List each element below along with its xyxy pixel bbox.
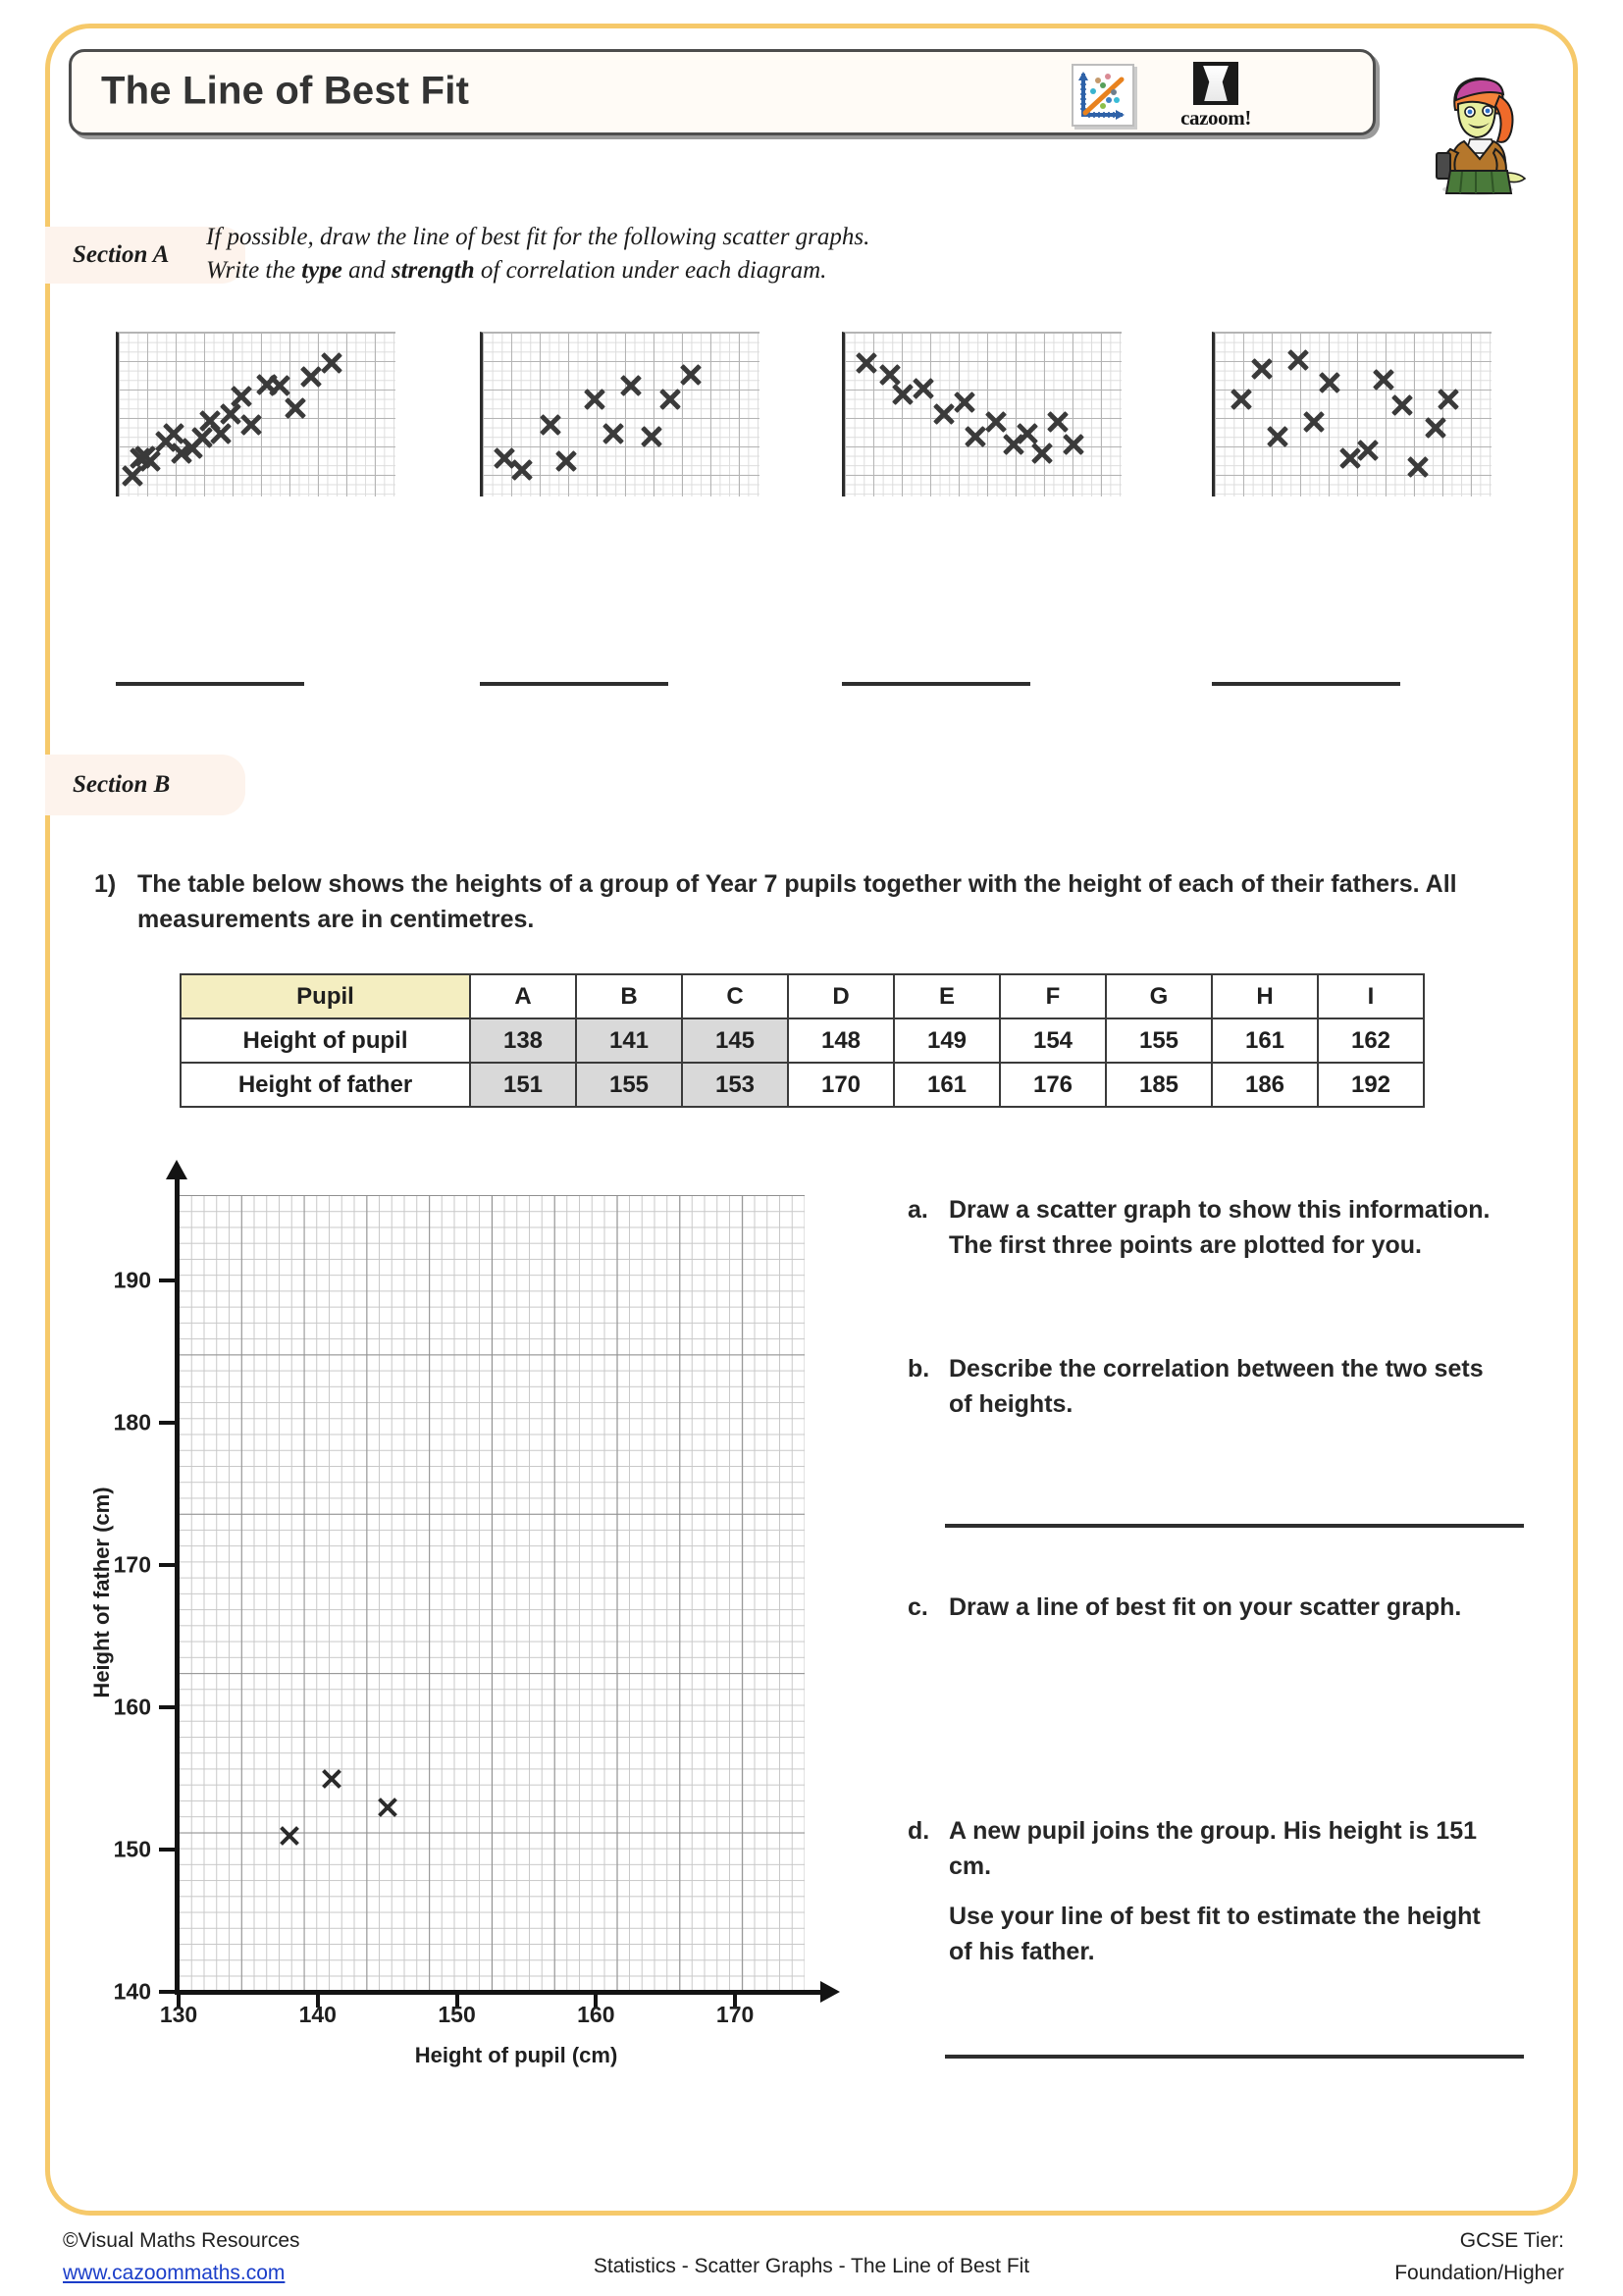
answer-line-graph-4[interactable]	[1212, 682, 1400, 686]
data-point-marker	[1229, 387, 1254, 412]
plotted-data-point	[376, 1796, 399, 1819]
table-cell: 153	[682, 1063, 788, 1107]
data-point-marker	[1249, 356, 1275, 382]
y-axis-line	[175, 1177, 180, 1994]
table-cell: 192	[1318, 1063, 1424, 1107]
table-cell: 145	[682, 1018, 788, 1063]
data-point-marker	[1423, 415, 1448, 441]
table-cell: 185	[1106, 1063, 1212, 1107]
worksheet-title-box	[69, 49, 1376, 135]
section-b-label: Section B	[45, 755, 245, 815]
tier-label: GCSE Tier:	[1459, 2229, 1564, 2252]
website-link[interactable]: www.cazoommaths.com	[63, 2261, 286, 2284]
part-b-text: Describe the correlation between the two sets of heights.	[949, 1355, 1484, 1419]
table-row-header: Height of father	[181, 1063, 470, 1107]
student-girl-mascot	[1401, 51, 1548, 198]
data-point-marker	[911, 376, 936, 401]
data-point-marker	[1317, 370, 1342, 395]
table-cell: 161	[894, 1063, 1000, 1107]
data-point-marker	[639, 424, 664, 449]
table-cell: 162	[1318, 1018, 1424, 1063]
table-row	[181, 974, 1424, 1018]
table-row-header: Height of pupil	[181, 1018, 470, 1063]
heights-data-table	[180, 973, 1425, 1108]
question-part-b	[908, 1351, 1496, 1423]
scatter-graph-4	[1212, 332, 1492, 496]
instruction-line-2-post: of correlation under each diagram.	[474, 257, 827, 285]
data-point-marker	[238, 412, 264, 438]
part-d-line-1: A new pupil joins the group. His height is 151 cm.	[949, 1817, 1478, 1881]
part-a-label: a.	[908, 1196, 928, 1224]
page-footer	[0, 2225, 1623, 2296]
y-axis-title: Height of father (cm)	[89, 1487, 114, 1698]
instruction-bold-strength: strength	[391, 257, 475, 285]
table-row	[181, 1063, 1424, 1107]
y-axis-tick	[159, 1705, 177, 1709]
table-header-cell: I	[1318, 974, 1424, 1018]
plotted-data-point	[320, 1767, 343, 1791]
question-1-text: The table below shows the heights of a group of Year 7 pupils together with the height of each of their fathers. All measurements are in centimetres.	[137, 870, 1457, 933]
table-header-cell: C	[682, 974, 788, 1018]
answer-line-graph-3[interactable]	[842, 682, 1030, 686]
table-cell: 151	[470, 1063, 576, 1107]
x-axis-tick-label: 130	[159, 2002, 198, 2027]
data-point-marker	[1029, 441, 1055, 466]
cazoom-brand-logo	[1175, 62, 1257, 129]
x-axis-arrow	[820, 1981, 840, 2003]
graph-grid-area[interactable]	[179, 1195, 805, 1992]
data-point-marker	[553, 448, 579, 474]
y-axis-tick	[159, 1278, 177, 1282]
tier-value: Foundation/Higher	[1394, 2261, 1564, 2284]
part-c-label: c.	[908, 1593, 928, 1621]
scatter-plot-icon	[1072, 64, 1134, 127]
table-cell: 176	[1000, 1063, 1106, 1107]
data-point-marker	[509, 457, 535, 483]
data-point-marker	[1371, 367, 1396, 392]
table-header-cell: D	[788, 974, 894, 1018]
table-header-cell: B	[576, 974, 682, 1018]
cazoom-cup-icon	[1193, 62, 1238, 105]
y-axis-tick-label: 180	[113, 1409, 151, 1435]
instruction-line-2-pre: Write the	[206, 257, 302, 285]
table-cell: 141	[576, 1018, 682, 1063]
table-header-cell: F	[1000, 974, 1106, 1018]
question-part-d	[908, 1813, 1496, 1969]
table-header-cell: E	[894, 974, 1000, 1018]
y-axis-tick	[159, 1563, 177, 1567]
table-cell: 154	[1000, 1018, 1106, 1063]
x-axis-tick-label: 160	[577, 2002, 615, 2027]
page-title: The Line of Best Fit	[101, 69, 470, 113]
section-a-label: Section A	[45, 227, 245, 284]
part-d-line-2: Use your line of best fit to estimate the height of his father.	[949, 1902, 1481, 1965]
table-header-cell: G	[1106, 974, 1212, 1018]
part-c-text: Draw a line of best fit on your scatter graph.	[949, 1593, 1462, 1621]
question-1	[94, 867, 1517, 937]
part-b-label: b.	[908, 1355, 930, 1383]
footer-right	[1394, 2225, 1564, 2289]
table-cell: 148	[788, 1018, 894, 1063]
scatter-graph-3	[842, 332, 1122, 496]
x-axis-tick-label: 150	[438, 2002, 476, 2027]
data-point-marker	[1285, 347, 1311, 373]
question-part-c	[908, 1590, 1496, 1625]
question-1-number: 1)	[94, 870, 117, 898]
y-axis-tick-label: 190	[113, 1267, 151, 1293]
data-point-marker	[1265, 424, 1290, 449]
table-cell: 155	[576, 1063, 682, 1107]
table-cell: 138	[470, 1018, 576, 1063]
cazoom-brand-text: cazoom!	[1180, 106, 1251, 130]
part-a-text: Draw a scatter graph to show this information. The first three points are plotted for you.	[949, 1196, 1491, 1260]
data-point-marker	[618, 373, 644, 398]
plotted-data-point	[278, 1824, 301, 1848]
data-point-marker	[319, 350, 344, 376]
data-point-marker	[1436, 387, 1461, 412]
y-axis-tick	[159, 1421, 177, 1425]
answer-line-graph-2[interactable]	[480, 682, 668, 686]
data-point-marker	[601, 421, 626, 446]
part-d-label: d.	[908, 1817, 930, 1845]
y-axis-tick-label: 140	[113, 1978, 151, 2005]
footer-topic: Statistics - Scatter Graphs - The Line of Best Fit	[593, 2255, 1030, 2277]
y-axis-tick-label: 170	[113, 1551, 151, 1578]
y-axis-tick	[159, 1990, 177, 1994]
x-axis-title: Height of pupil (cm)	[414, 2043, 618, 2067]
y-axis-arrow	[166, 1160, 187, 1179]
scatter-graph-1	[116, 332, 395, 496]
answer-line-part-d[interactable]	[945, 2055, 1524, 2059]
data-point-marker	[582, 387, 607, 412]
copyright-text: ©Visual Maths Resources	[63, 2229, 300, 2252]
data-point-marker	[678, 362, 704, 388]
table-row	[181, 1018, 1424, 1063]
main-scatter-graph	[89, 1168, 889, 2070]
y-axis-tick-label: 160	[113, 1694, 151, 1720]
data-point-marker	[1355, 438, 1381, 463]
table-cell: 149	[894, 1018, 1000, 1063]
part-d-text	[949, 1813, 1496, 1969]
table-header-pupil: Pupil	[181, 974, 470, 1018]
data-point-marker	[952, 390, 977, 415]
x-axis-tick-label: 170	[715, 2002, 755, 2027]
table-header-cell: A	[470, 974, 576, 1018]
table-cell: 170	[788, 1063, 894, 1107]
question-part-a	[908, 1192, 1496, 1264]
table-cell: 186	[1212, 1063, 1318, 1107]
data-point-marker	[229, 384, 254, 409]
data-point-marker	[1405, 454, 1431, 480]
data-point-marker	[538, 412, 563, 438]
table-cell: 155	[1106, 1018, 1212, 1063]
y-axis-tick	[159, 1848, 177, 1852]
answer-line-part-b[interactable]	[945, 1524, 1524, 1528]
section-a-instructions	[206, 221, 1089, 288]
table-cell: 161	[1212, 1018, 1318, 1063]
data-point-marker	[1389, 392, 1415, 418]
data-point-marker	[1301, 409, 1327, 435]
data-point-marker	[1061, 432, 1086, 457]
x-axis-tick-label: 140	[298, 2002, 337, 2027]
instruction-line-1: If possible, draw the line of best fit for the following scatter graphs.	[206, 224, 870, 250]
instruction-line-2-mid: and	[341, 257, 392, 285]
y-axis-tick-label: 150	[113, 1836, 151, 1862]
data-point-marker	[657, 387, 683, 412]
answer-line-graph-1[interactable]	[116, 682, 304, 686]
instruction-bold-type: type	[301, 257, 342, 285]
data-point-marker	[283, 395, 308, 421]
x-axis-line	[175, 1990, 822, 1995]
scatter-graph-2	[480, 332, 759, 496]
data-point-marker	[854, 350, 879, 376]
table-header-cell: H	[1212, 974, 1318, 1018]
